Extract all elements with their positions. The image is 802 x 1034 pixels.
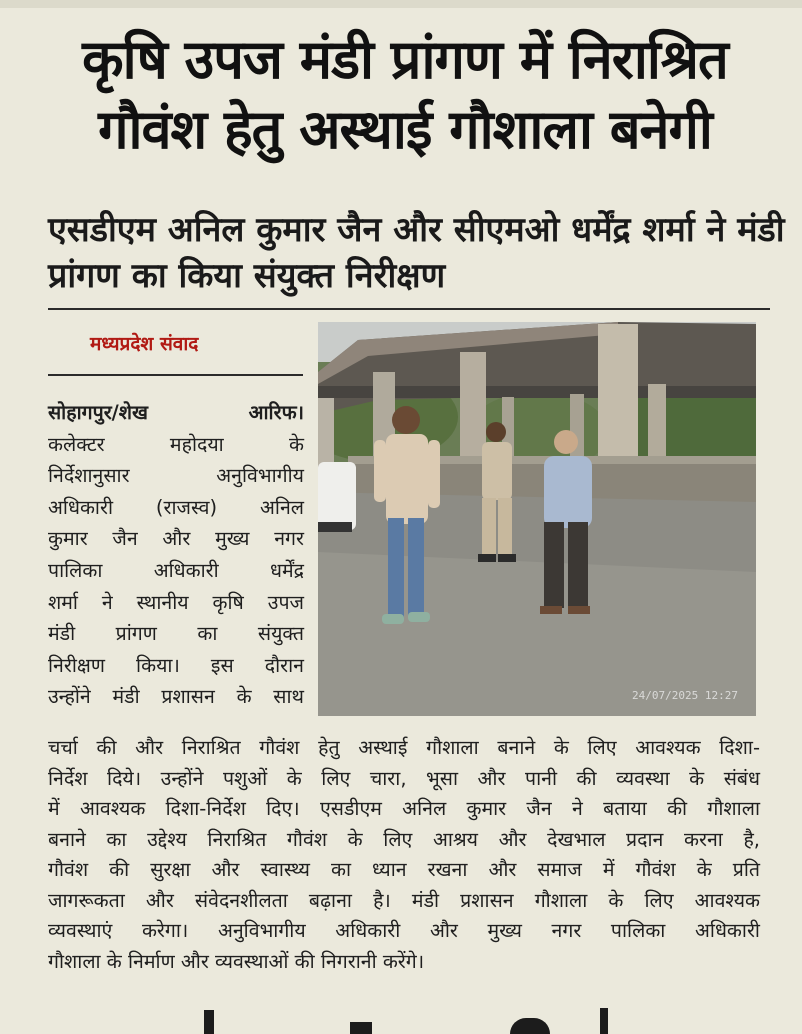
article-body-column: [48, 397, 304, 713]
article-line: कुमार जैन और मुख्य नगर: [48, 527, 304, 551]
article-line: बनाने का उद्देश्य निराश्रित गौवंश के लिए आश्रय और देखभाल प्रदान करना है,: [48, 827, 760, 851]
article-line: पालिका अधिकारी धर्मेंद्र: [48, 558, 304, 582]
headline-line-2: गौवंश हेतु अस्थाई गौशाला बनेगी: [98, 98, 712, 161]
article-line: उन्होंने मंडी प्रशासन के साथ: [48, 685, 304, 709]
inspection-scene-image: [318, 322, 756, 716]
article-line: जागरूकता और संवेदनशीलता बढ़ाना है। मंडी प्रशासन गौशाला के लिए आवश्यक: [48, 888, 760, 912]
previous-article-edge: [0, 0, 802, 8]
article-line: निर्देश दिये। उन्होंने पशुओं के लिए चारा, भूसा और पानी की व्यवस्था के संबंध: [48, 766, 760, 790]
headline-line-1: कृषि उपज मंडी प्रांगण में निराश्रित: [82, 28, 728, 91]
article-line: में आवश्यक दिशा-निर्देश दिए। एसडीएम अनिल कुमार जैन ने बताया की गौशाला: [48, 797, 760, 820]
article-line: गौवंश की सुरक्षा और स्वास्थ्य का ध्यान रखना और समाज में गौवंश के प्रति: [48, 858, 760, 881]
next-headline-cutoff: [190, 1004, 630, 1034]
bureau-credit: मध्यप्रदेश संवाद: [90, 333, 199, 355]
subheadline-line-1: एसडीएम अनिल कुमार जैन और सीएमओ धर्मेंद्र शर्मा ने मंडी: [48, 210, 785, 250]
photo-timestamp: 24/07/2025 12:27: [632, 689, 738, 702]
article-line: निर्देशानुसार अनुविभागीय: [48, 464, 304, 488]
section-divider: [48, 308, 770, 310]
article-dateline: सोहागपुर/शेख आरिफ।: [48, 401, 304, 424]
article-line: कलेक्टर महोदया के: [48, 432, 304, 456]
article-body-full: [48, 733, 760, 977]
news-photo: [318, 322, 756, 716]
subheadline-line-2: प्रांगण का किया संयुक्त निरीक्षण: [48, 256, 446, 296]
article-line: व्यवस्थाएं करेगा। अनुविभागीय अधिकारी और मुख्य नगर पालिका अधिकारी: [48, 919, 760, 942]
article-line: शर्मा ने स्थानीय कृषि उपज: [48, 590, 304, 614]
article-line: निरीक्षण किया। इस दौरान: [48, 653, 304, 677]
article-line: गौशाला के निर्माण और व्यवस्थाओं की निगरानी करेंगे।: [48, 949, 425, 973]
article-line: चर्चा की और निराश्रित गौवंश हेतु अस्थाई गौशाला बनाने के लिए आवश्यक दिशा-: [48, 736, 760, 759]
article-line: मंडी प्रांगण का संयुक्त: [48, 622, 304, 646]
bureau-divider: [48, 374, 303, 376]
article-line: अधिकारी (राजस्व) अनिल: [48, 495, 304, 519]
